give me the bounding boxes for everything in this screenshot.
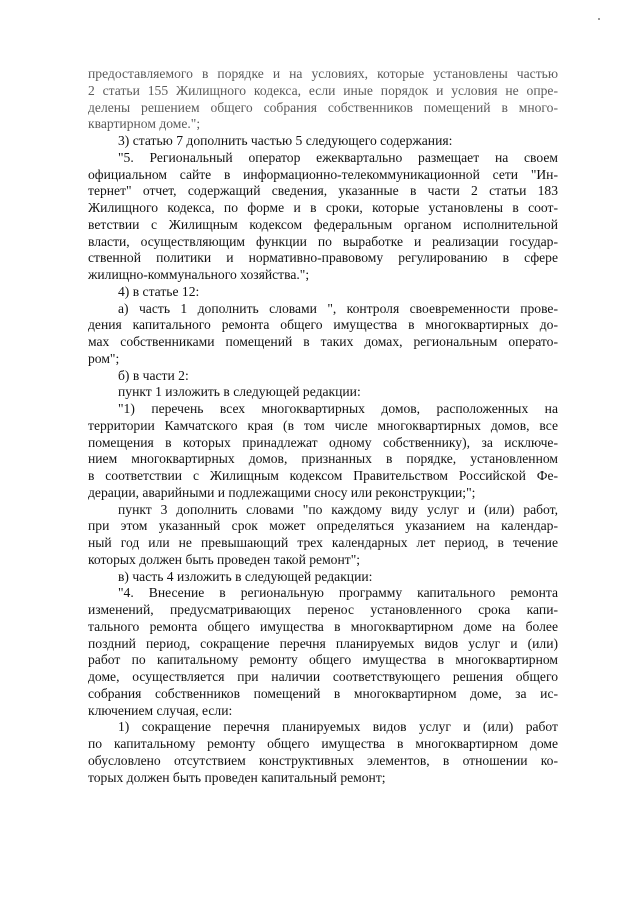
text-line: помещения в которых принадлежат одному собственнику), за исключе- bbox=[88, 434, 558, 450]
text-line: 1) сокращение перечня планируемых видов услуг и (или) работ bbox=[118, 719, 558, 735]
text-line: 4) в статье 12: bbox=[118, 283, 200, 299]
text-line: дения капитального ремонта общего имущества в многоквартирных до- bbox=[88, 317, 558, 333]
text-line: жилищно-коммунального хозяйства."; bbox=[88, 267, 310, 282]
text-line: обусловлено отсутствием конструктивных элементов, в отношении ко- bbox=[88, 752, 558, 768]
text-line: поздний период, сокращение перечня планируемых видов услуг и (или) bbox=[88, 635, 558, 651]
text-line: ключением случая, если: bbox=[88, 702, 233, 718]
text-line: ный год или не превышающий трех календарных лет период, в течение bbox=[88, 535, 558, 550]
text-line: ветствии с Жилищным кодексом федеральным органом исполнительной bbox=[88, 216, 558, 232]
text-line: б) в части 2: bbox=[118, 367, 189, 383]
text-line: официальном сайте в информационно-телекоммуникационной сети "Ин- bbox=[88, 166, 558, 182]
text-line: предоставляемого в порядке и на условиях, которые установлены частью bbox=[88, 66, 558, 81]
scan-speck bbox=[598, 18, 600, 20]
text-line: "4. Внесение в региональную программу капитального ремонта bbox=[118, 585, 558, 601]
text-line: собрания собственников помещений в многоквартирном доме, за ис- bbox=[88, 685, 558, 701]
text-line: 2 статьи 155 Жилищного кодекса, если иные порядок и условия не опре- bbox=[88, 82, 558, 98]
text-line: "5. Региональный оператор ежеквартально размещает на своем bbox=[118, 149, 558, 165]
text-line: тернет" отчет, содержащий сведения, указанные в части 2 статьи 183 bbox=[88, 183, 558, 199]
text-line: ром"; bbox=[88, 350, 120, 366]
text-line: делены решением общего собрания собственников помещений в много- bbox=[88, 99, 558, 115]
text-line: доме, осуществляется при наличии соответствующего решения общего bbox=[88, 669, 558, 684]
text-line: работ по капитальному ремонту общего имущества в многоквартирном bbox=[88, 652, 558, 668]
text-line: квартирном доме."; bbox=[88, 116, 201, 132]
text-line: которых должен быть проведен такой ремонт"; bbox=[88, 551, 361, 567]
text-line: по капитальному ремонту общего имущества в многоквартирном доме bbox=[88, 736, 558, 751]
text-line: при этом указанный срок может определяться указанием на календар- bbox=[88, 518, 558, 534]
text-line: 3) статью 7 дополнить частью 5 следующего содержания: bbox=[118, 133, 453, 148]
text-line: в соответствии с Жилищным кодексом Правительством Российской Фе- bbox=[88, 468, 558, 483]
text-line: территории Камчатского края (в том числе многоквартирных домов, все bbox=[88, 417, 558, 433]
text-line: "1) перечень всех многоквартирных домов, расположенных на bbox=[118, 401, 558, 416]
text-line: а) часть 1 дополнить словами ", контроля своевременности прове- bbox=[118, 300, 558, 316]
text-line: ственной политики и нормативно-правовому регулированию в сфере bbox=[88, 250, 558, 266]
document-body bbox=[88, 66, 558, 786]
text-line: изменений, предусматривающих перенос установленного срока капи- bbox=[88, 602, 558, 617]
text-line: Жилищного кодекса, по форме и в сроки, которые установлены в соот- bbox=[88, 200, 558, 215]
text-line: в) часть 4 изложить в следующей редакции: bbox=[118, 568, 373, 584]
text-line: пункт 3 дополнить словами "по каждому виду услуг и (или) работ, bbox=[118, 501, 558, 517]
text-line: мах собственниками помещений в таких домах, региональным операто- bbox=[88, 334, 558, 349]
text-line: тального ремонта общего имущества в многоквартирном доме на более bbox=[88, 618, 558, 634]
text-line: нием многоквартирных домов, признанных в порядке, установленном bbox=[88, 451, 558, 467]
text-line: власти, осуществляющим функции по выработке и реализации государ- bbox=[88, 233, 558, 249]
text-line: дерации, аварийными и подлежащими сносу или реконструкции;"; bbox=[88, 484, 476, 500]
text-line: пункт 1 изложить в следующей редакции: bbox=[118, 384, 361, 400]
text-line: торых должен быть проведен капитальный ремонт; bbox=[88, 769, 386, 785]
